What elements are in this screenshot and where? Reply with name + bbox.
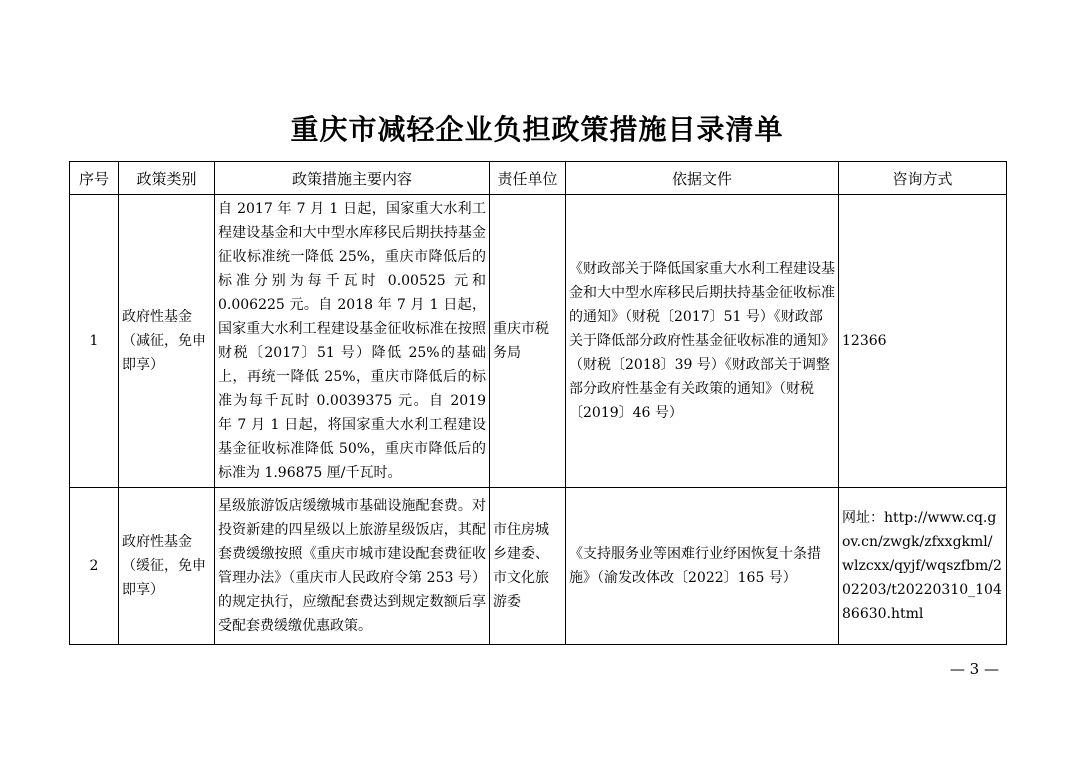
cell-seq: 1 [70, 195, 119, 488]
cell-content: 自 2017 年 7 月 1 日起，国家重大水利工程建设基金和大中型水库移民后期扶持基金征收标准统一降低 25%，重庆市降低后的标准分别为每千瓦时 0.00525 元和 0.006225 元。自 2018 年 7 月 1 日起，国家重大水利工程建设基金征收标准在按照财税〔2017〕51 号）降低 25%的基础上，再统一降低 25%，重庆市降低后的标准为每千瓦时 0.0039375 元。自 2019 年 7 月 1 日起，将国家重大水利工程建设基金征收标准降低 50%，重庆市降低后的标准为 1.96875 厘/千瓦时。 [215, 195, 490, 488]
header-contact: 咨询方式 [839, 162, 1007, 195]
header-category: 政策类别 [119, 162, 215, 195]
table-row [70, 488, 1007, 645]
table-row [70, 195, 1007, 488]
page-number: — 3 — [949, 660, 999, 678]
page-title: 重庆市减轻企业负担政策措施目录清单 [290, 113, 784, 146]
cell-category: 政府性基金（缓征，免申即享） [119, 488, 215, 645]
policy-table [69, 161, 1007, 645]
header-dept: 责任单位 [490, 162, 566, 195]
cell-dept: 市住房城乡建委、市文化旅游委 [490, 488, 566, 645]
header-seq: 序号 [70, 162, 119, 195]
cell-contact: 12366 [839, 195, 1007, 488]
header-basis: 依据文件 [566, 162, 839, 195]
cell-content: 星级旅游饭店缓缴城市基础设施配套费。对投资新建的四星级以上旅游星级饭店，其配套费缓缴按照《重庆市城市建设配套费征收管理办法》（重庆市人民政府令第 253 号）的规定执行，应缴配套费达到规定数额后享受配套费缓缴优惠政策。 [215, 488, 490, 645]
table-header-row [70, 162, 1007, 195]
cell-category: 政府性基金（减征，免申即享） [119, 195, 215, 488]
header-content: 政策措施主要内容 [215, 162, 490, 195]
cell-basis: 《财政部关于降低国家重大水利工程建设基金和大中型水库移民后期扶持基金征收标准的通知》（财税〔2017〕51 号）《财政部关于降低部分政府性基金征收标准的通知》（财税〔2018〕39 号）《财政部关于调整部分政府性基金有关政策的通知》（财税〔2019〕46 号） [566, 195, 839, 488]
cell-dept: 重庆市税务局 [490, 195, 566, 488]
cell-seq: 2 [70, 488, 119, 645]
cell-basis: 《支持服务业等困难行业纾困恢复十条措施》（渝发改体改〔2022〕165 号） [566, 488, 839, 645]
cell-contact-link[interactable]: 网址：http://www.cq.gov.cn/zwgk/zfxxgkml/wlzcxx/qyjf/wqszfbm/202203/t20220310_10486630.html [839, 488, 1007, 645]
